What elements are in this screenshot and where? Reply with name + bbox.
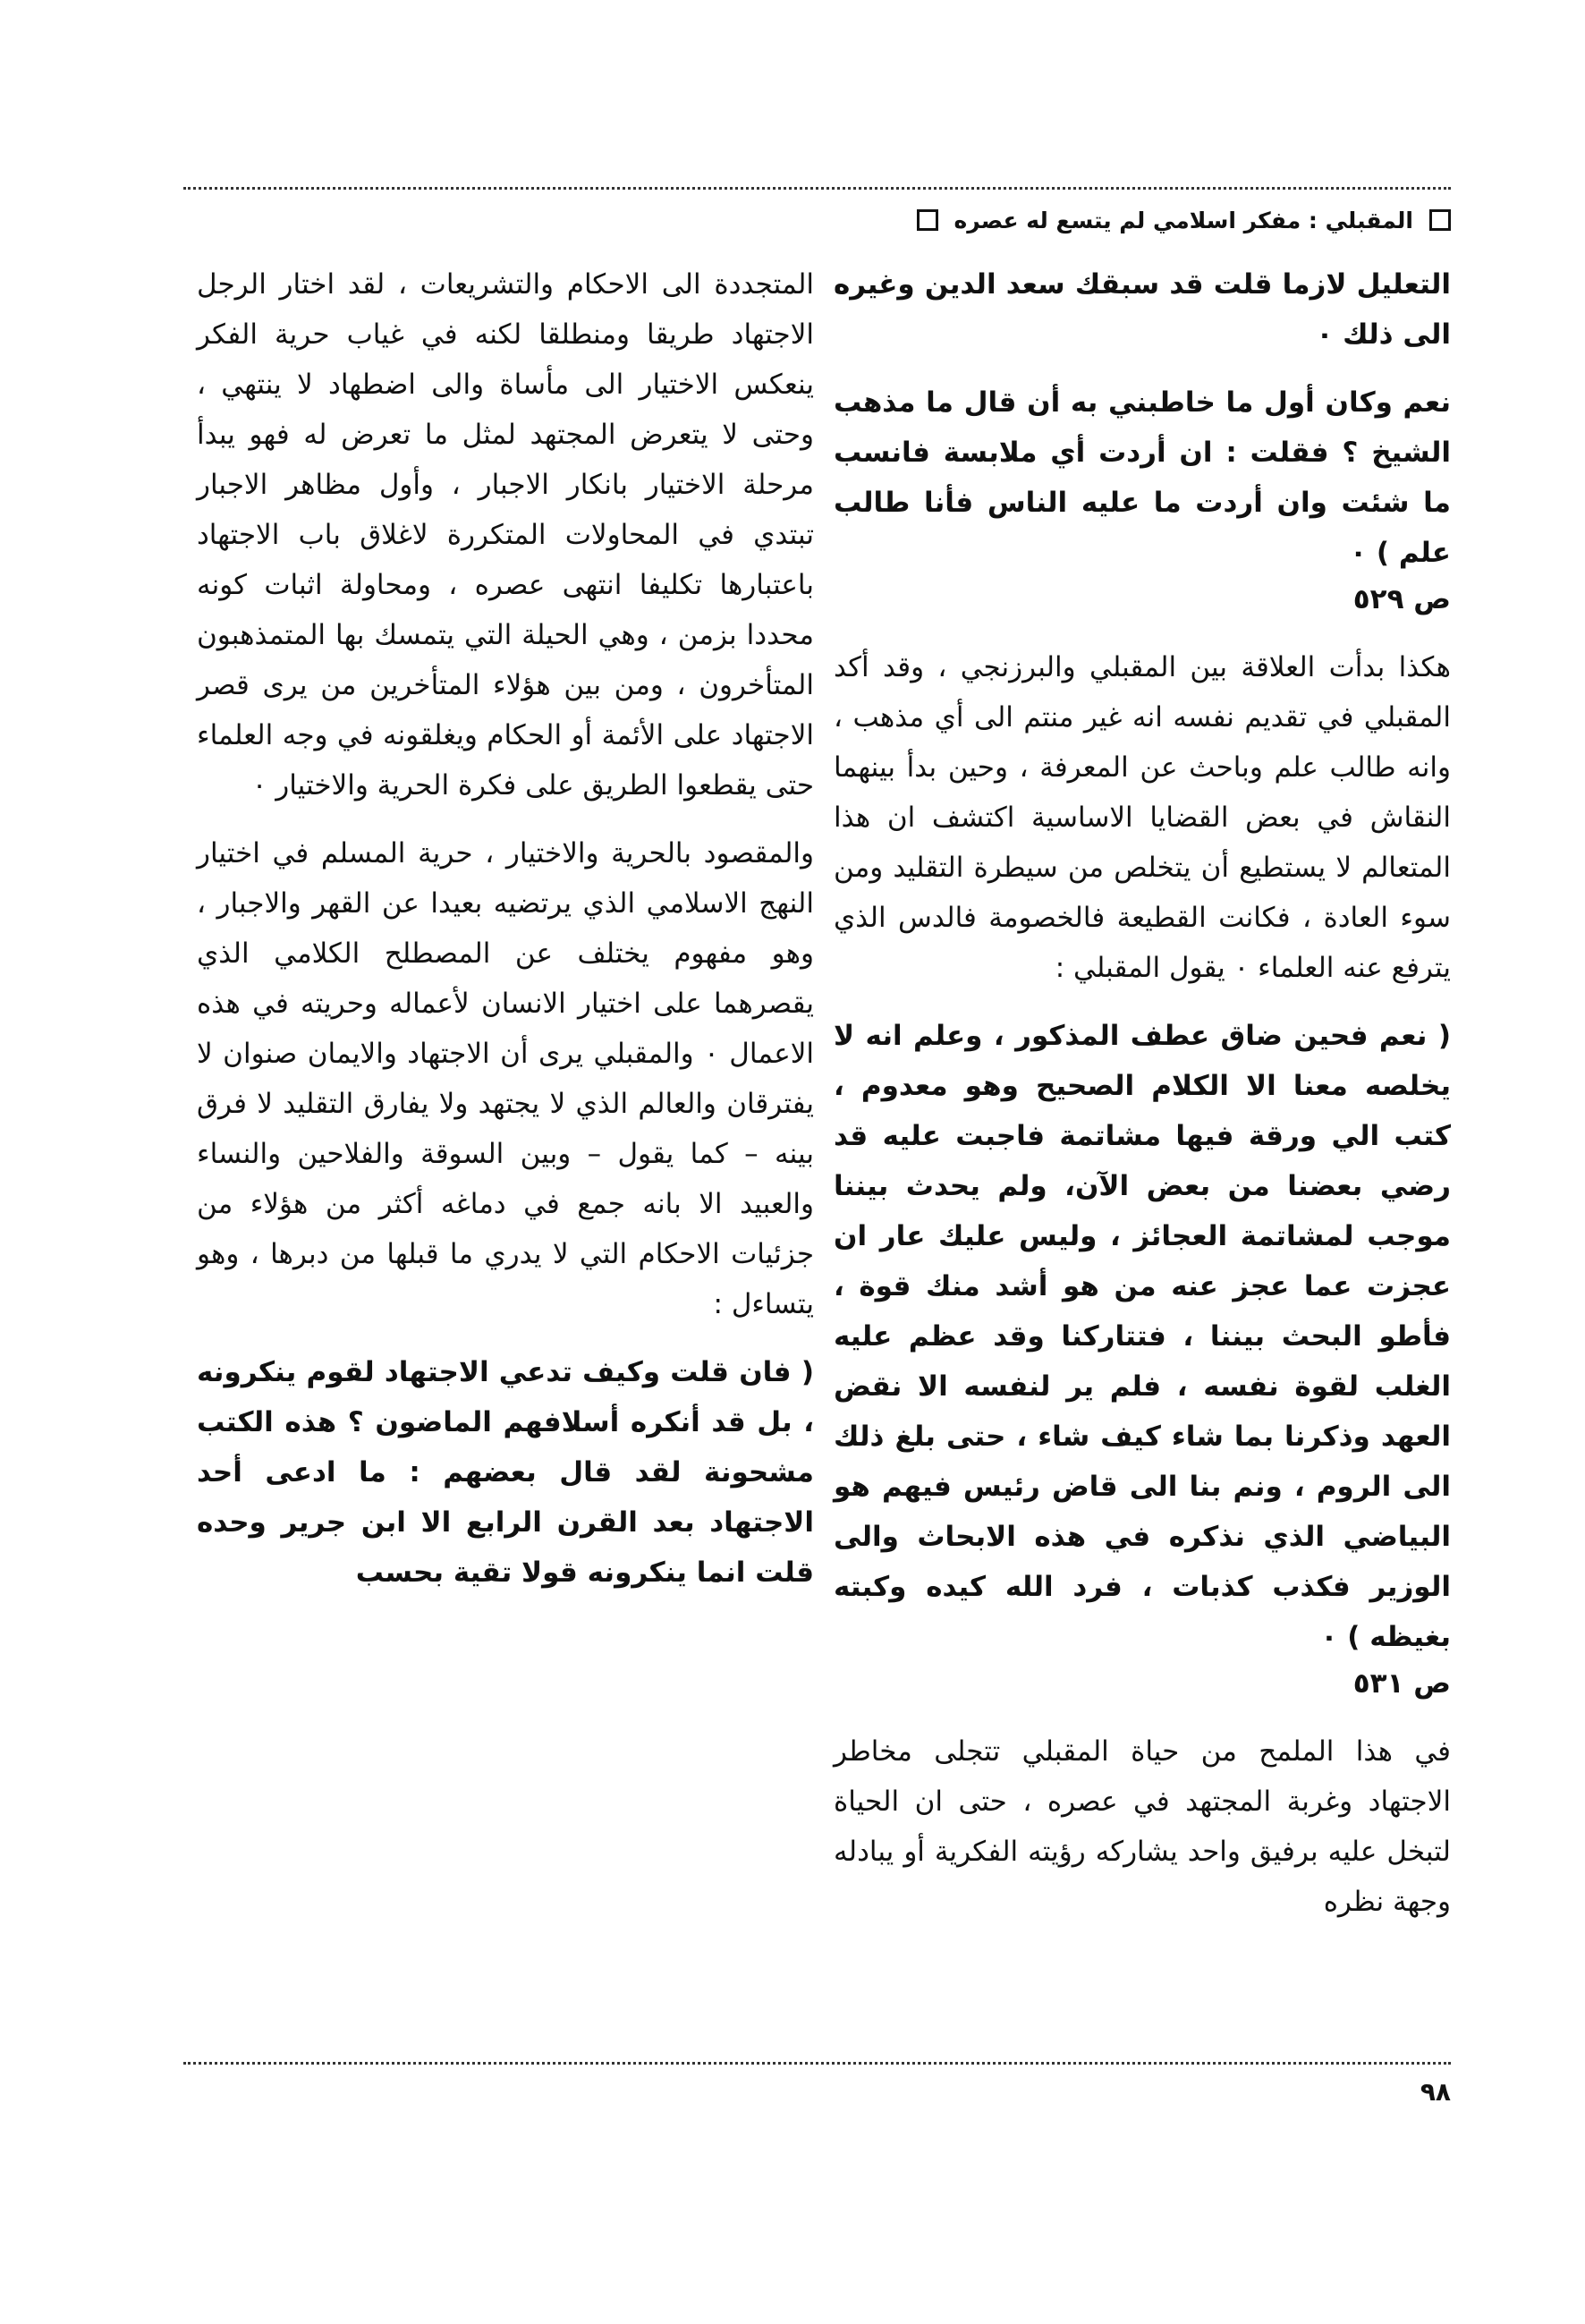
paragraph: التعليل لازما قلت قد سبقك سعد الدين وغيره الى ذلك ٠	[834, 268, 1451, 351]
bottom-dotted-rule	[183, 2062, 1451, 2065]
square-bullet-icon	[1429, 209, 1451, 231]
quote-paragraph: ( فان قلت وكيف تدعي الاجتهاد لقوم ينكرونه ، بل قد أنكره أسلافهم الماضون ؟ هذه الكتب مشحونة لقد قال بعضهم : ما ادعى أحد الاجتهاد بعد القرن الرابع الا ابن جرير وحده قلت انما ينكرونه قولا تقية بحسب	[197, 1356, 814, 1589]
top-dotted-rule	[183, 187, 1451, 190]
page-reference: ص ٥٣١	[1352, 1667, 1451, 1700]
quote-paragraph: ( نعم فحين ضاق عطف المذكور ، وعلم انه لا يخلصه معنا الا الكلام الصحيح وهو معدوم ، كتب الي ورقة فيها مشاتمة فاجبت عليه قد رضي بعضنا من بعض الآن، ولم يحدث بيننا موجب لمشاتمة العجائز ، وليس عليك عار ان عجزت عما عجز عنه من هو أشد منك قوة ، فأطو البحث بيننا ، فتتاركنا وقد عظم عليه الغلب لقوة نفسه ، فلم ير لنفسه الا نقض العهد وذكرنا بما شاء كيف شاء ، حتى بلغ ذلك الى الروم ، ونم بنا الى قاض رئيس فيهم هو البياضي الذي نذكره في هذه الابحاث والى الوزير فكذب كذبات ، فرد الله كيده وكبته بغيظه ) ٠ ص ٥٣١	[834, 1011, 1451, 1709]
paragraph: في هذا الملمح من حياة المقبلي تتجلى مخاطر الاجتهاد وغربة المجتهد في عصره ، حتى ان الحياة لتبخل عليه برفيق واحد يشاركه رؤيته الفكرية أو يبادله وجهة نظره	[834, 1735, 1451, 1918]
paragraph: هكذا بدأت العلاقة بين المقبلي والبرزنجي ، وقد أكد المقبلي في تقديم نفسه انه غير منتم الى أي مذهب ، وانه طالب علم وباحث عن المعرفة ، وحين بدأ بينهما النقاش في بعض القضايا الاساسية اكتشف ان هذا المتعالم لا يستطيع أن يتخلص من سيطرة التقليد ومن سوء العادة ، فكانت القطيعة فالخصومة فالدس الذي يترفع عنه العلماء ٠ يقول المقبلي :	[834, 651, 1451, 984]
paragraph: المتجددة الى الاحكام والتشريعات ، لقد اختار الرجل الاجتهاد طريقا ومنطلقا لكنه في غياب حرية الفكر ينعكس الاختيار الى مأساة والى اضطهاد لا ينتهي ، وحتى لا يتعرض المجتهد لمثل ما تعرض له فهو يبدأ مرحلة الاختيار بانكار الاجبار ، وأول مظاهر الاجبار تبتدي في المحاولات المتكررة لاغلاق باب الاجتهاد باعتبارها تكليفا انتهى عصره ، ومحاولة اثبات كونه محددا بزمن ، وهي الحيلة التي يتمسك بها المتمذهبون المتأخرون ، ومن بين هؤلاء المتأخرين من يرى قصر الاجتهاد على الأئمة أو الحكام ويغلقونه في وجه العلماء حتى يقطعوا الطريق على فكرة الحرية والاختيار ٠	[197, 268, 814, 802]
running-header	[825, 202, 1451, 238]
page-number: ٩٨	[1420, 2077, 1451, 2107]
paragraph: والمقصود بالحرية والاختيار ، حرية المسلم في اختيار النهج الاسلامي الذي يرتضيه بعيدا عن القهر والاجبار ، وهو مفهوم يختلف عن المصطلح الكلامي الذي يقصرهما على اختيار الانسان لأعماله وحريته في هذه الاعمال ٠ والمقبلي يرى أن الاجتهاد والايمان صنوان لا يفترقان والعالم الذي لا يجتهد ولا يفارق التقليد لا فرق بينه – كما يقول – وبين السوقة والفلاحين والنساء والعبيد الا بانه جمع في دماغه أكثر من هؤلاء من جزئيات الاحكام التي لا يدري ما قبلها من دبرها ، وهو يتساءل :	[197, 837, 814, 1320]
page-reference: ص ٥٢٩	[1352, 583, 1451, 615]
right-column	[834, 259, 1451, 1945]
square-bullet-icon	[917, 209, 938, 231]
running-title: المقبلي : مفكر اسلامي لم يتسع له عصره	[954, 207, 1413, 233]
paragraph: نعم وكان أول ما خاطبني به أن قال ما مذهب الشيخ ؟ فقلت : ان أردت أي ملابسة فانسب ما شئت وان أردت ما عليه الناس فأنا طالب علم ) ٠ ص ٥٢٩	[834, 377, 1451, 624]
left-column	[197, 259, 814, 1616]
